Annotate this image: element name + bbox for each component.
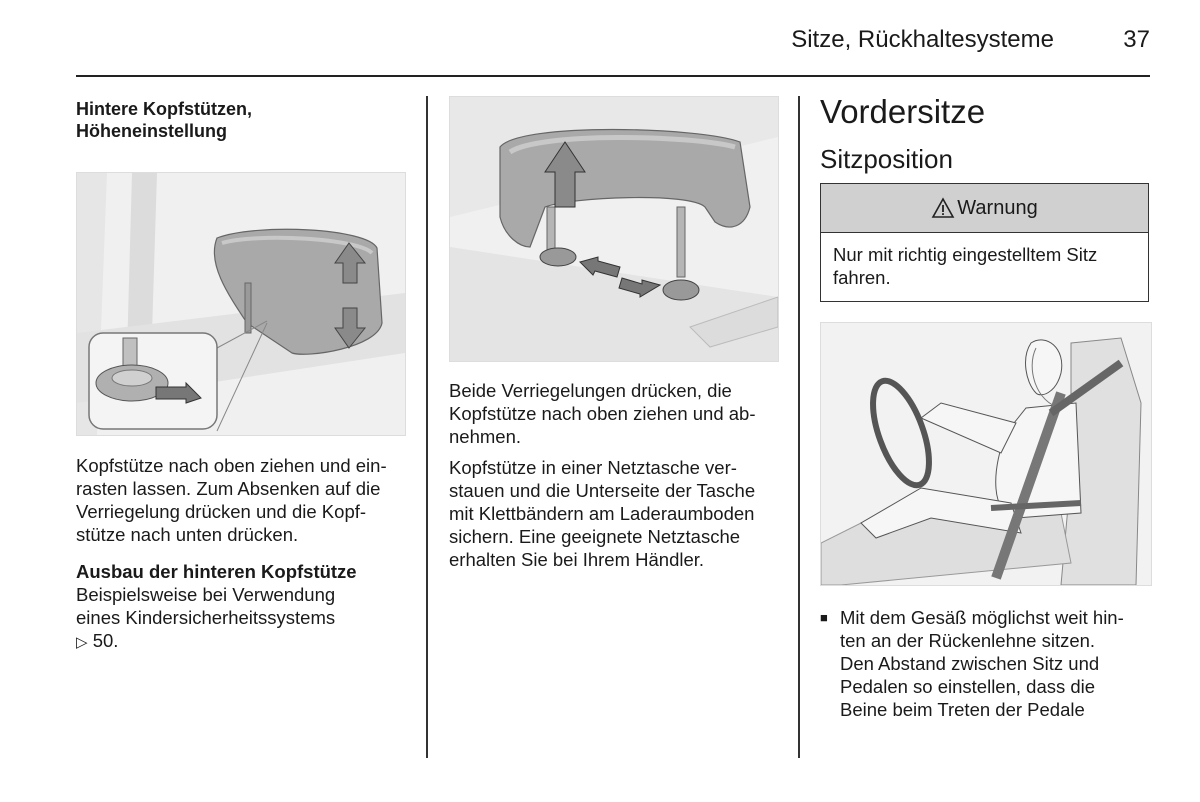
text-line: Den Abstand zwischen Sitz und (840, 653, 1100, 674)
heading-line: Hintere Kopfstützen, (76, 99, 253, 119)
page-reference-arrow-icon[interactable]: ▷ (76, 634, 88, 651)
warning-box (820, 183, 1149, 302)
text-line: Pedalen so einstellen, dass die (840, 676, 1096, 697)
column-divider-right (798, 96, 800, 758)
section-subtitle: Sitzposition (820, 144, 953, 174)
warning-text (821, 233, 1148, 301)
text-line: rasten lassen. Zum Absenken auf die (76, 478, 381, 499)
section-heading (76, 98, 412, 142)
text-line: Mit dem Gesäß möglichst weit hin- (840, 607, 1124, 628)
body-text (449, 379, 779, 448)
list-item (820, 606, 1150, 721)
column-1 (76, 98, 412, 654)
section-title: Vordersitze (820, 93, 986, 130)
text-line: Beispielsweise bei Verwendung (76, 584, 336, 605)
page-reference[interactable]: 50. (92, 630, 119, 651)
text-line: eines Kindersicherheitssystems (76, 607, 336, 628)
text-line: Verriegelung drücken und die Kopf- (76, 501, 367, 522)
warning-triangle-icon (931, 197, 955, 219)
headrest-removal-illustration (449, 96, 779, 362)
text-line: ten an der Rückenlehne sitzen. (840, 630, 1096, 651)
text-line: Beine beim Treten der Pedale (840, 699, 1085, 720)
bullet-text (840, 606, 1124, 721)
heading-line: Höheneinstellung (76, 121, 228, 141)
text-line: fahren. (833, 267, 891, 288)
text-line: Kopfstütze in einer Netztasche ver- (449, 457, 737, 478)
column-divider-left (426, 96, 428, 758)
warning-header (821, 184, 1148, 233)
text-line: Beide Verriegelungen drücken, die (449, 380, 732, 401)
body-text (76, 583, 412, 654)
text-line: erhalten Sie bei Ihrem Händler. (449, 549, 705, 570)
text-line: Kopfstütze nach oben ziehen und ab- (449, 403, 756, 424)
header-title: Sitze, Rückhaltesysteme (791, 26, 1054, 53)
column-3 (820, 92, 1150, 721)
text-line: Kopfstütze nach oben ziehen und ein- (76, 455, 387, 476)
square-bullet-icon: ■ (820, 610, 828, 625)
text-line: sichern. Eine geeignete Netztasche (449, 526, 741, 547)
body-text (449, 456, 779, 571)
seating-position-illustration (820, 322, 1152, 586)
rear-headrest-illustration (76, 172, 406, 436)
warning-label: Warnung (957, 196, 1038, 219)
text-line: stütze nach unten drücken. (76, 524, 299, 545)
column-2 (449, 96, 779, 571)
subheading: Ausbau der hinteren Kopfstütze (76, 561, 357, 582)
text-line: Nur mit richtig eingestelltem Sitz (833, 244, 1098, 265)
header-rule (76, 75, 1150, 77)
page-number: 37 (1123, 26, 1150, 53)
text-line: nehmen. (449, 426, 521, 447)
text-line: mit Klettbändern am Laderaumboden (449, 503, 755, 524)
body-text (76, 454, 412, 546)
text-line: stauen und die Unterseite der Tasche (449, 480, 756, 501)
